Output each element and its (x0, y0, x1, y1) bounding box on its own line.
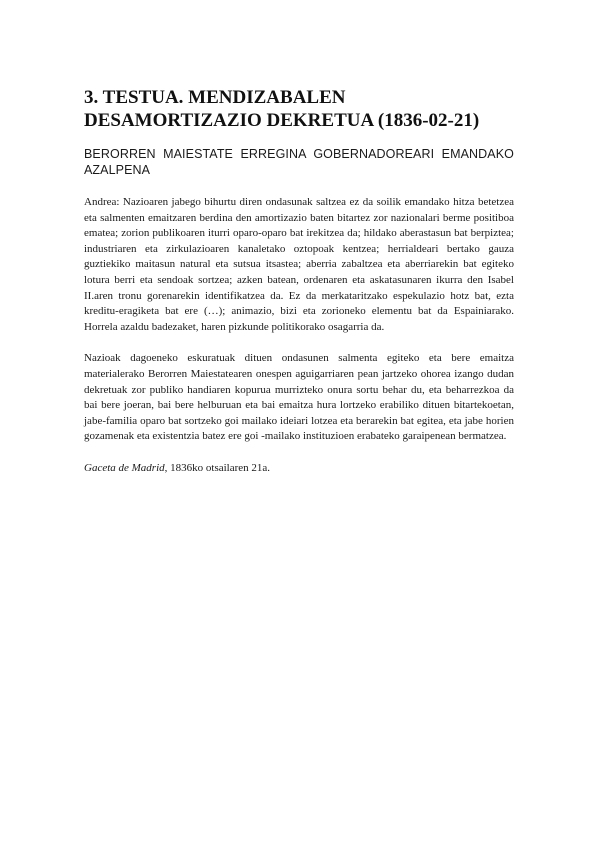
paragraph-1: Andrea: Nazioaren jabego bihurtu diren ondasunak saltzea ez da soilik emandako hitza betetzea eta salmenten emaitzaren berdina den amortizazio baten bitartez zor nazionalari berme positiboa ematea; zorion publikoaren iturri oparo-oparo bat irekitzea da; hildako aberastasun bat berpiztea; industriaren eta zirkulazioaren kanaletako oztopoak kentzea; herrialdeari bertako gauza guztiekiko maitasun natural eta sutsua itsastea; aberria zabaltzea eta aberriarekin bat egiteko lotura berri eta sendoak sortzea; azken batean, ordenaren eta askatasunaren ikurra den Isabel II.aren tronu gorenarekin identifikatzea da. Ez da merkataritzako espekulazio hotz bat, ezta kreditu-eragiketa bat ere (…); animazio, bizi eta zorioneko elementu bat da Espainiarako. Horrela azaldu badezaket, haren pizkunde politikorako osagarria da. (84, 196, 514, 333)
source-date: , 1836ko otsailaren 21a. (164, 461, 271, 474)
source-publication: Gaceta de Madrid (84, 461, 165, 474)
document-title: 3. TESTUA. MENDIZABALEN DESAMORTIZAZIO DEKRETUA (1836-02-21) (84, 87, 480, 131)
source-citation (84, 461, 514, 477)
document-page (84, 86, 514, 477)
paragraph-2: Nazioak dagoeneko eskuratuak dituen ondasunen salmenta egiteko eta bere emaitza materialerako Berorren Maiestatearen onespen aguigarriaren pean jartzeko ohorea izango dudan dekretuak zor publiko handiaren kopurua murrizteko onura sortu behar du, eta beharrezkoa da bai bere joeran, bai bere helburuan eta bai emaitza hura lortzeko erabiliko dituen bitartekoetan, jabe-familia oparo bat sortzeko goi mailako ideiari lotzea eta berarekin bat egitea, eta jabe horien gozamenak eta existentzia batez ere goi -mailako instituzioen erabateko garaipenean bermatzea. (84, 352, 514, 443)
document-subtitle: BERORREN MAIESTATE ERREGINA GOBERNADOREARI EMANDAKO AZALPENA (84, 147, 514, 177)
